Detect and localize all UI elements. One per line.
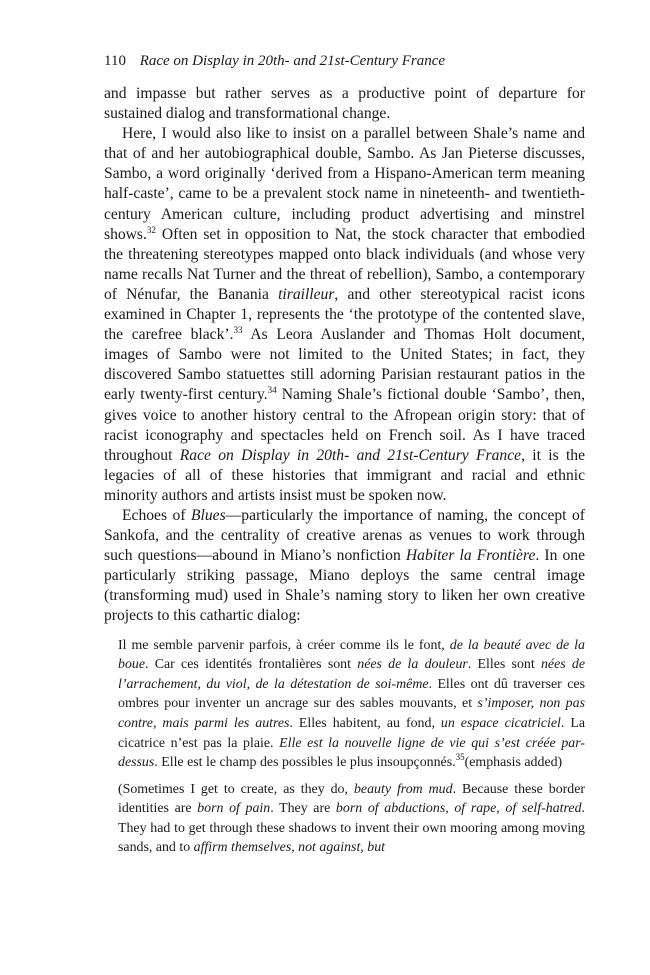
text-run: . Because these border identities are bbox=[118, 781, 585, 817]
italic-title-blues: Blues bbox=[191, 506, 226, 524]
text-run: . Elles ont dû traverser ces ombres pour inventer un ancrage sur des sables mouvants, et bbox=[118, 676, 585, 712]
text-run: . Elles habitent, au fond, bbox=[289, 715, 441, 731]
italic-emphasis: nées de l’arrachement, du viol, de la détestation de soi-même bbox=[118, 657, 586, 692]
text-run: —particularly the importance of naming, the concept of Sankofa, and the centrality of creative arenas as venues to work through such questions—abound in Miano’s nonfiction bbox=[104, 506, 585, 565]
italic-title-habiter-la-frontiere: Habiter la Frontière bbox=[405, 547, 536, 565]
italic-emphasis: Elle est la nouvelle ligne de vie qui s’est créée par-dessus bbox=[118, 735, 585, 771]
text-run: Here, I would also like to insist on a parallel between Shale’s name and that of and her autobiographical double, Sambo. As Jan Pieterse discusses, Sambo, a word originally ‘derived from a Hispano-American term meaning half-caste’, came to be a prevalent stock name in nineteenth- and twentieth-century American culture, including product advertising and minstrel shows. bbox=[104, 125, 585, 243]
italic-emphasis: affirm themselves, not against, but bbox=[193, 840, 385, 856]
footnote-ref-34[interactable]: 34 bbox=[267, 385, 277, 396]
italic-book-title: Race on Display in 20th- and 21st-Century France bbox=[179, 446, 522, 464]
text-run: . They are bbox=[270, 801, 336, 817]
italic-emphasis: s’imposer, non pas contre, mais parmi les autres bbox=[118, 696, 585, 731]
text-run: Naming Shale’s fictional double ‘Sambo’, then, gives voice to another history central to the Afropean origin story: that of racist iconography and spectacles held on French soil. As I have traced throughout bbox=[104, 386, 586, 464]
running-head-title: Race on Display in 20th- and 21st-Century France bbox=[139, 53, 446, 69]
text-run: . Car ces identités frontalières sont bbox=[145, 657, 358, 673]
quote-french bbox=[118, 636, 585, 773]
footnote-ref-32[interactable]: 32 bbox=[146, 224, 156, 235]
italic-term-tirailleur: tirailleur bbox=[278, 285, 335, 303]
text-run: Often set in opposition to Nat, the stock character that embodied the threatening stereotypes mapped onto black individuals (and whose very name recalls Nat Turner and the threat of rebellion), Sambo, a contemporary of Nénufar, the Banania bbox=[104, 225, 585, 303]
text-run: (Sometimes I get to create, as they do, bbox=[118, 781, 354, 797]
page-number: 110 bbox=[104, 53, 126, 69]
italic-emphasis: de la beauté avec de la boue bbox=[118, 637, 585, 673]
italic-emphasis: beauty from mud bbox=[353, 781, 453, 797]
italic-emphasis: born of abductions, of rape, of self-hatred bbox=[335, 801, 582, 817]
italic-emphasis: born of pain bbox=[197, 801, 271, 817]
quote-english-translation bbox=[118, 780, 585, 858]
text-run: . Elles sont bbox=[467, 657, 541, 673]
footnote-ref-33[interactable]: 33 bbox=[233, 325, 243, 336]
text-run: , it is the legacies of all of these histories that immigrant and racial and ethnic minority authors and artists insist must be spoken now. bbox=[104, 446, 585, 504]
text-run: . They had to get through these shadows to invent their own mooring among moving sands, and to bbox=[118, 801, 586, 856]
text-run: Il me semble parvenir parfois, à créer comme ils le font, bbox=[118, 637, 450, 653]
italic-emphasis: nées de la douleur bbox=[357, 657, 468, 673]
paragraph-sambo bbox=[104, 124, 585, 506]
body-text bbox=[104, 84, 585, 858]
text-run: . In one particularly striking passage, Miano deploys the same central image (transforming mud) used in Shale’s naming story to liken her own creative projects to this cathartic dialog: bbox=[104, 547, 586, 625]
text-run: . Elle est le champ des possibles le plus insoupçonnés. bbox=[154, 755, 456, 771]
running-head bbox=[104, 51, 590, 71]
paragraph-echoes bbox=[104, 506, 585, 627]
block-quote bbox=[118, 636, 585, 859]
text-run: Echoes of bbox=[122, 506, 192, 524]
text-run: As Leora Auslander and Thomas Holt document, images of Sambo were not limited to the United States; in fact, they discovered Sambo statuettes still adorning Parisian restaurant patios in the early twenty-first century. bbox=[104, 326, 585, 404]
text-run: . La cicatrice n’est pas la plaie. bbox=[118, 715, 586, 751]
text-run: , and other stereotypical racist icons examined in Chapter 1, represents the ‘the prototype of the contented slave, the carefree black’. bbox=[104, 285, 585, 344]
emphasis-note: (emphasis added) bbox=[464, 755, 563, 771]
italic-emphasis: un espace cicatriciel bbox=[440, 715, 561, 731]
paragraph-continuation: and impasse but rather serves as a productive point of departure for sustained dialog and transformational change. bbox=[104, 85, 585, 123]
footnote-ref-35[interactable]: 35 bbox=[455, 752, 465, 763]
